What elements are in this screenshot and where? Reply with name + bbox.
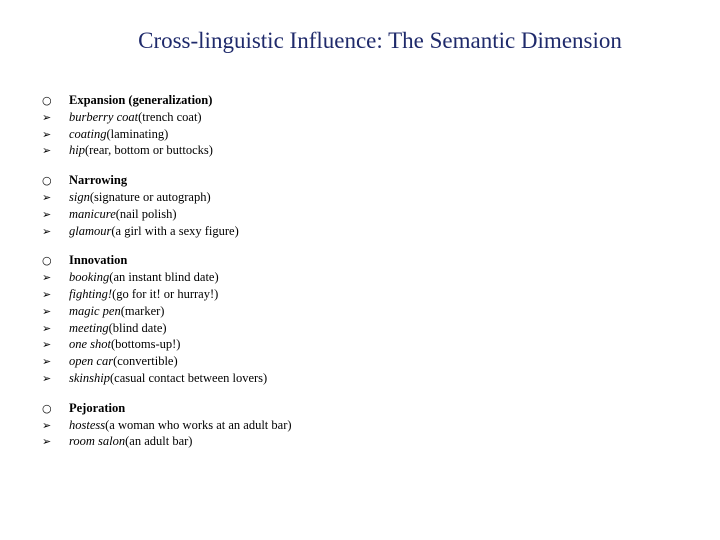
- term-text: magic pen: [69, 303, 121, 318]
- section-pejoration: [40, 400, 680, 450]
- section-heading: [40, 92, 680, 109]
- section-heading: [40, 400, 680, 417]
- gloss-text: (a woman who works at an adult bar): [105, 417, 292, 432]
- arrowhead-bullet-icon: ➢: [42, 144, 52, 158]
- gloss-text: (go for it! or hurray!): [112, 286, 219, 301]
- term-text: hostess: [69, 417, 106, 432]
- gloss-text: (a girl with a sexy figure): [111, 223, 239, 238]
- arrowhead-bullet-icon: ➢: [42, 321, 52, 335]
- arrowhead-bullet-icon: ➢: [42, 338, 52, 352]
- term-text: glamour: [69, 223, 112, 238]
- term-text: burberry coat: [69, 109, 139, 124]
- term-text: open car: [69, 354, 114, 369]
- list-item: [40, 286, 680, 303]
- arrowhead-bullet-icon: ➢: [42, 371, 52, 385]
- arrowhead-bullet-icon: ➢: [42, 224, 52, 238]
- term-text: manicure: [69, 206, 116, 221]
- list-item: [40, 189, 680, 206]
- section-heading: [40, 252, 680, 269]
- gloss-text: (bottoms-up!): [111, 337, 181, 352]
- arrowhead-bullet-icon: ➢: [42, 271, 52, 285]
- gloss-text: (nail polish): [115, 206, 177, 221]
- term-text: booking: [69, 270, 110, 285]
- gloss-text: (an adult bar): [125, 434, 193, 449]
- gloss-text: (casual contact between lovers): [109, 370, 268, 385]
- gloss-text: (marker): [120, 303, 165, 318]
- arrowhead-bullet-icon: ➢: [42, 435, 52, 449]
- gloss-text: (rear, bottom or buttocks): [84, 143, 213, 158]
- list-item: [40, 320, 680, 337]
- bullet-content: [40, 92, 680, 463]
- list-item: [40, 336, 680, 353]
- gloss-text: (convertible): [113, 354, 178, 369]
- term-text: meeting: [69, 320, 109, 335]
- arrowhead-bullet-icon: ➢: [42, 355, 52, 369]
- term-text: sign: [69, 189, 90, 204]
- slide-title: Cross-linguistic Influence: The Semantic Dimension: [138, 28, 622, 53]
- term-text: coating: [69, 126, 107, 141]
- heading-label: Narrowing: [69, 173, 128, 188]
- gloss-text: (blind date): [108, 320, 167, 335]
- section-innovation: [40, 252, 680, 386]
- arrowhead-bullet-icon: ➢: [42, 418, 52, 432]
- list-item: [40, 206, 680, 223]
- term-text: one shot: [69, 337, 112, 352]
- list-item: [40, 126, 680, 143]
- section-narrowing: [40, 172, 680, 239]
- list-item: [40, 417, 680, 434]
- list-item: [40, 370, 680, 387]
- gloss-text: (an instant blind date): [109, 270, 219, 285]
- arrowhead-bullet-icon: ➢: [42, 127, 52, 141]
- list-item: [40, 223, 680, 240]
- hollow-circle-bullet-icon: ○: [42, 254, 52, 268]
- arrowhead-bullet-icon: ➢: [42, 207, 52, 221]
- section-expansion: [40, 92, 680, 159]
- list-item: [40, 269, 680, 286]
- heading-label: Expansion (generalization): [69, 93, 213, 107]
- list-item: [40, 142, 680, 159]
- list-item: [40, 353, 680, 370]
- heading-label: Pejoration: [69, 400, 126, 415]
- hollow-circle-bullet-icon: ○: [42, 174, 52, 188]
- arrowhead-bullet-icon: ➢: [42, 190, 52, 204]
- gloss-text: (trench coat): [138, 109, 202, 124]
- arrowhead-bullet-icon: ➢: [42, 304, 52, 318]
- hollow-circle-bullet-icon: ○: [42, 94, 52, 107]
- hollow-circle-bullet-icon: ○: [42, 401, 52, 415]
- term-text: skinship: [69, 370, 110, 385]
- term-text: fighting!: [69, 286, 113, 301]
- arrowhead-bullet-icon: ➢: [42, 110, 52, 124]
- term-text: hip: [69, 143, 85, 158]
- section-heading: [40, 172, 680, 189]
- gloss-text: (laminating): [106, 126, 169, 141]
- gloss-text: (signature or autograph): [89, 189, 211, 204]
- list-item: [40, 109, 680, 126]
- heading-label: Innovation: [69, 253, 128, 268]
- term-text: room salon: [69, 434, 126, 449]
- list-item: [40, 303, 680, 320]
- arrowhead-bullet-icon: ➢: [42, 287, 52, 301]
- list-item: [40, 433, 680, 450]
